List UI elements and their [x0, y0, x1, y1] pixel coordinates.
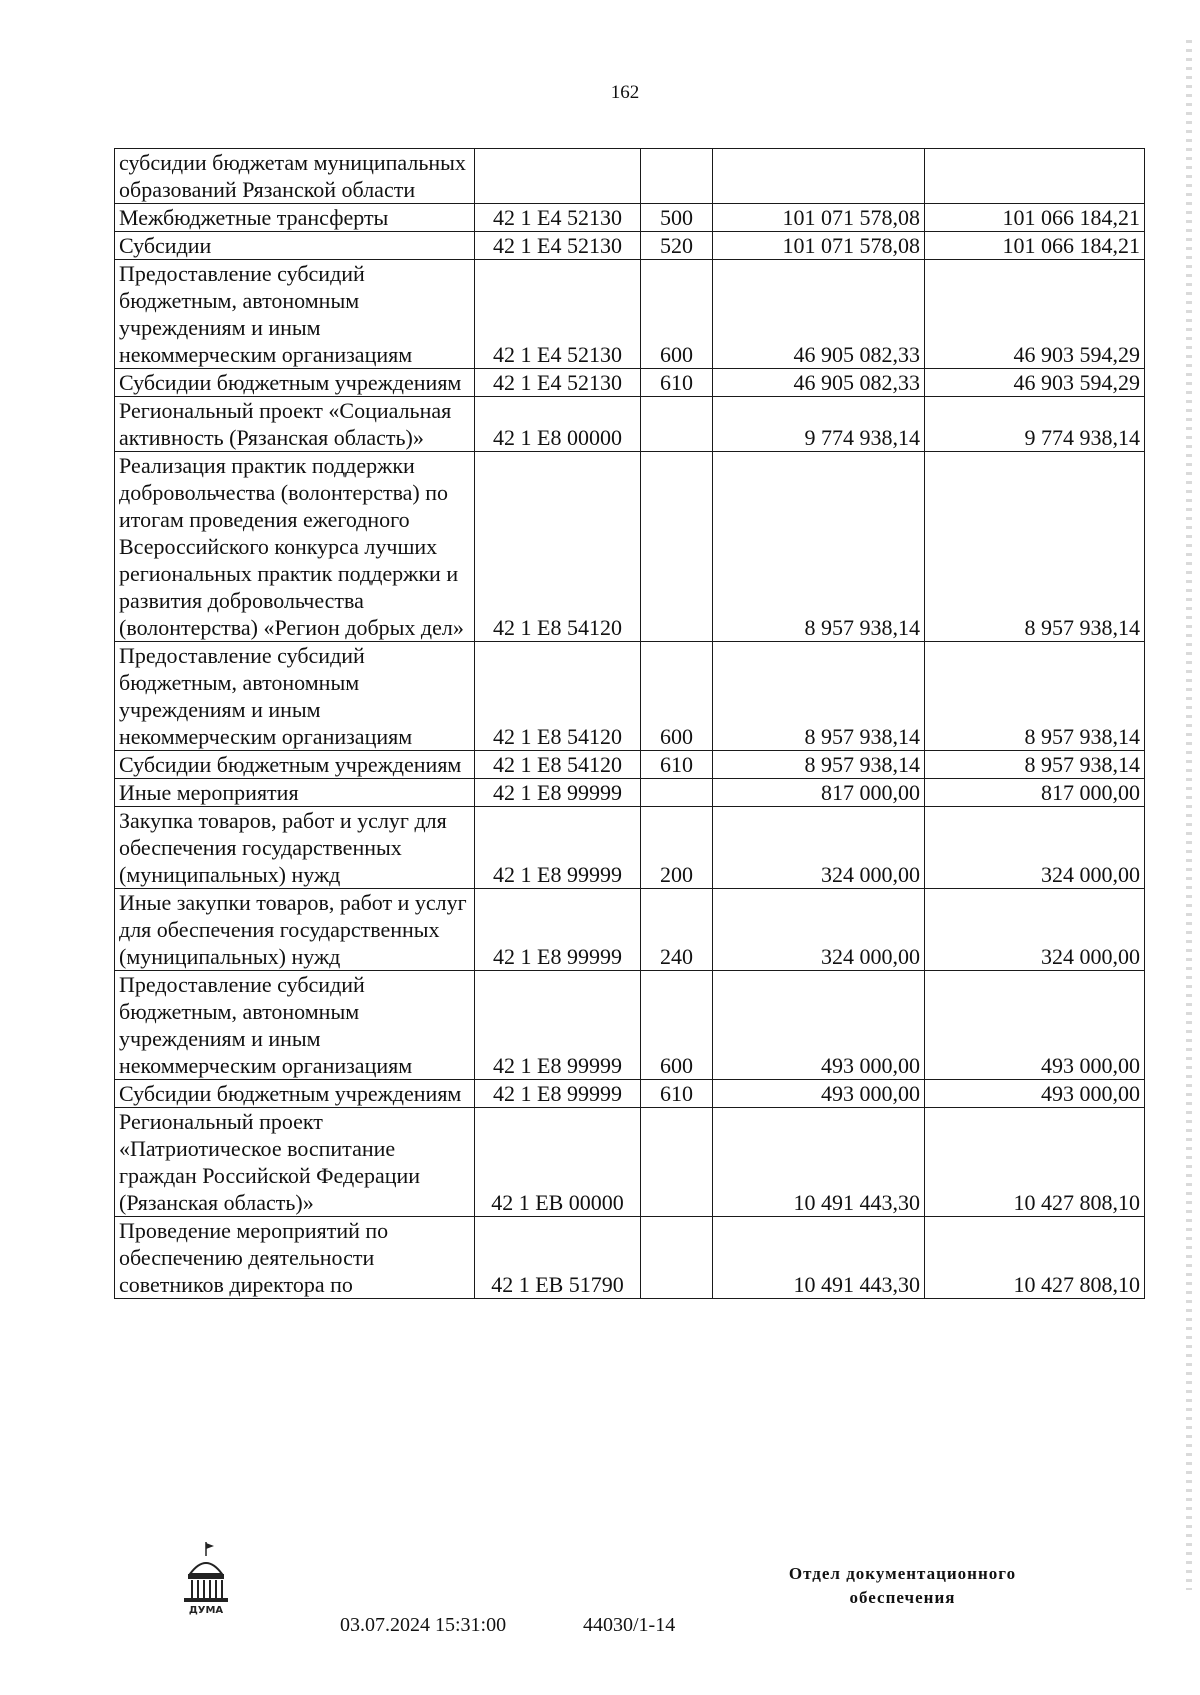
- row-code: 42 1 E8 99999: [475, 889, 641, 971]
- row-amount-executed: 9 774 938,14: [925, 397, 1145, 452]
- budget-table-body: [115, 149, 1145, 1299]
- row-name: Субсидии бюджетным учреждениям: [115, 1080, 475, 1108]
- row-expense-type: 200: [641, 807, 713, 889]
- row-amount-planned: 46 905 082,33: [713, 369, 925, 397]
- row-amount-planned: 9 774 938,14: [713, 397, 925, 452]
- row-amount-planned: 8 957 938,14: [713, 642, 925, 751]
- row-name: Региональный проект «Социальная активность (Рязанская область)»: [115, 397, 475, 452]
- row-name: Предоставление субсидий бюджетным, автономным учреждениям и иным некоммерческим организациям: [115, 260, 475, 369]
- row-amount-executed: 493 000,00: [925, 1080, 1145, 1108]
- row-amount-executed: 493 000,00: [925, 971, 1145, 1080]
- row-name: Реализация практик поддержки добровольчества (волонтерства) по итогам проведения ежегодного Всероссийского конкурса лучших региональных практик поддержки и развития добровольчества (волонтерства) «Регион добрых дел»: [115, 452, 475, 642]
- duma-logo-text: ДУМА: [188, 1605, 224, 1616]
- row-expense-type: [641, 1108, 713, 1217]
- row-name: Региональный проект «Патриотическое воспитание граждан Российской Федерации (Рязанская область)»: [115, 1108, 475, 1217]
- row-amount-planned: 8 957 938,14: [713, 751, 925, 779]
- row-amount-executed: 46 903 594,29: [925, 369, 1145, 397]
- row-name: Иные мероприятия: [115, 779, 475, 807]
- row-amount-planned: [713, 149, 925, 204]
- department-stamp-line1: Отдел документационного: [788, 1564, 1017, 1583]
- table-row: [115, 397, 1145, 452]
- table-row: [115, 232, 1145, 260]
- department-stamp: [760, 1562, 1045, 1610]
- registration-date: 03.07.2024 15:31:00: [340, 1614, 507, 1636]
- row-code: 42 1 E8 54120: [475, 452, 641, 642]
- scan-edge-artifact: [1186, 40, 1192, 1590]
- table-row: [115, 149, 1145, 204]
- row-expense-type: 600: [641, 260, 713, 369]
- row-expense-type: [641, 397, 713, 452]
- row-amount-executed: 10 427 808,10: [925, 1108, 1145, 1217]
- table-row: [115, 1108, 1145, 1217]
- row-code: 42 1 E8 99999: [475, 971, 641, 1080]
- table-row: [115, 260, 1145, 369]
- table-row: [115, 779, 1145, 807]
- row-name: Проведение мероприятий по обеспечению деятельности советников директора по: [115, 1217, 475, 1299]
- row-expense-type: [641, 1217, 713, 1299]
- department-stamp-line2: обеспечения: [849, 1588, 956, 1607]
- table-row: [115, 751, 1145, 779]
- row-expense-type: 610: [641, 369, 713, 397]
- table-row: [115, 1080, 1145, 1108]
- row-name: субсидии бюджетам муниципальных образований Рязанской области: [115, 149, 475, 204]
- row-amount-planned: 324 000,00: [713, 889, 925, 971]
- budget-table: [114, 148, 1145, 1299]
- row-amount-executed: 324 000,00: [925, 807, 1145, 889]
- row-code: 42 1 E4 52130: [475, 232, 641, 260]
- table-row: [115, 452, 1145, 642]
- registration-number: 44030/1-14: [583, 1614, 676, 1636]
- row-amount-planned: 817 000,00: [713, 779, 925, 807]
- row-expense-type: [641, 779, 713, 807]
- row-amount-planned: 10 491 443,30: [713, 1217, 925, 1299]
- row-expense-type: 600: [641, 971, 713, 1080]
- duma-logo-icon: [176, 1540, 236, 1620]
- table-row: [115, 889, 1145, 971]
- row-amount-planned: 493 000,00: [713, 971, 925, 1080]
- row-code: 42 1 E4 52130: [475, 204, 641, 232]
- row-name: Предоставление субсидий бюджетным, автономным учреждениям и иным некоммерческим организациям: [115, 642, 475, 751]
- row-expense-type: 500: [641, 204, 713, 232]
- row-name: Межбюджетные трансферты: [115, 204, 475, 232]
- table-row: [115, 204, 1145, 232]
- row-amount-planned: 101 071 578,08: [713, 204, 925, 232]
- page-number: 162: [610, 82, 640, 103]
- row-expense-type: 600: [641, 642, 713, 751]
- row-expense-type: 610: [641, 1080, 713, 1108]
- row-amount-planned: 46 905 082,33: [713, 260, 925, 369]
- row-amount-executed: 817 000,00: [925, 779, 1145, 807]
- row-code: 42 1 E8 00000: [475, 397, 641, 452]
- table-row: [115, 971, 1145, 1080]
- row-code: 42 1 EB 00000: [475, 1108, 641, 1217]
- row-amount-executed: 101 066 184,21: [925, 232, 1145, 260]
- row-code: 42 1 E8 99999: [475, 779, 641, 807]
- row-amount-executed: 46 903 594,29: [925, 260, 1145, 369]
- row-name: Предоставление субсидий бюджетным, автономным учреждениям и иным некоммерческим организациям: [115, 971, 475, 1080]
- row-amount-executed: 8 957 938,14: [925, 642, 1145, 751]
- row-expense-type: 240: [641, 889, 713, 971]
- row-expense-type: [641, 149, 713, 204]
- row-amount-executed: [925, 149, 1145, 204]
- row-amount-planned: 10 491 443,30: [713, 1108, 925, 1217]
- row-amount-executed: 10 427 808,10: [925, 1217, 1145, 1299]
- row-amount-planned: 8 957 938,14: [713, 452, 925, 642]
- row-amount-executed: 324 000,00: [925, 889, 1145, 971]
- row-code: 42 1 E8 99999: [475, 1080, 641, 1108]
- row-expense-type: 610: [641, 751, 713, 779]
- row-code: 42 1 E8 99999: [475, 807, 641, 889]
- row-code: [475, 149, 641, 204]
- table-row: [115, 807, 1145, 889]
- row-amount-planned: 493 000,00: [713, 1080, 925, 1108]
- row-amount-executed: 8 957 938,14: [925, 452, 1145, 642]
- row-name: Субсидии: [115, 232, 475, 260]
- row-expense-type: [641, 452, 713, 642]
- row-name: Субсидии бюджетным учреждениям: [115, 369, 475, 397]
- table-row: [115, 642, 1145, 751]
- row-name: Субсидии бюджетным учреждениям: [115, 751, 475, 779]
- table-row: [115, 369, 1145, 397]
- row-amount-executed: 101 066 184,21: [925, 204, 1145, 232]
- row-name: Закупка товаров, работ и услуг для обеспечения государственных (муниципальных) нужд: [115, 807, 475, 889]
- row-name: Иные закупки товаров, работ и услуг для обеспечения государственных (муниципальных) нужд: [115, 889, 475, 971]
- row-code: 42 1 E8 54120: [475, 751, 641, 779]
- row-code: 42 1 E8 54120: [475, 642, 641, 751]
- row-code: 42 1 E4 52130: [475, 369, 641, 397]
- row-expense-type: 520: [641, 232, 713, 260]
- row-code: 42 1 E4 52130: [475, 260, 641, 369]
- row-amount-executed: 8 957 938,14: [925, 751, 1145, 779]
- row-code: 42 1 EB 51790: [475, 1217, 641, 1299]
- row-amount-planned: 101 071 578,08: [713, 232, 925, 260]
- row-amount-planned: 324 000,00: [713, 807, 925, 889]
- table-row: [115, 1217, 1145, 1299]
